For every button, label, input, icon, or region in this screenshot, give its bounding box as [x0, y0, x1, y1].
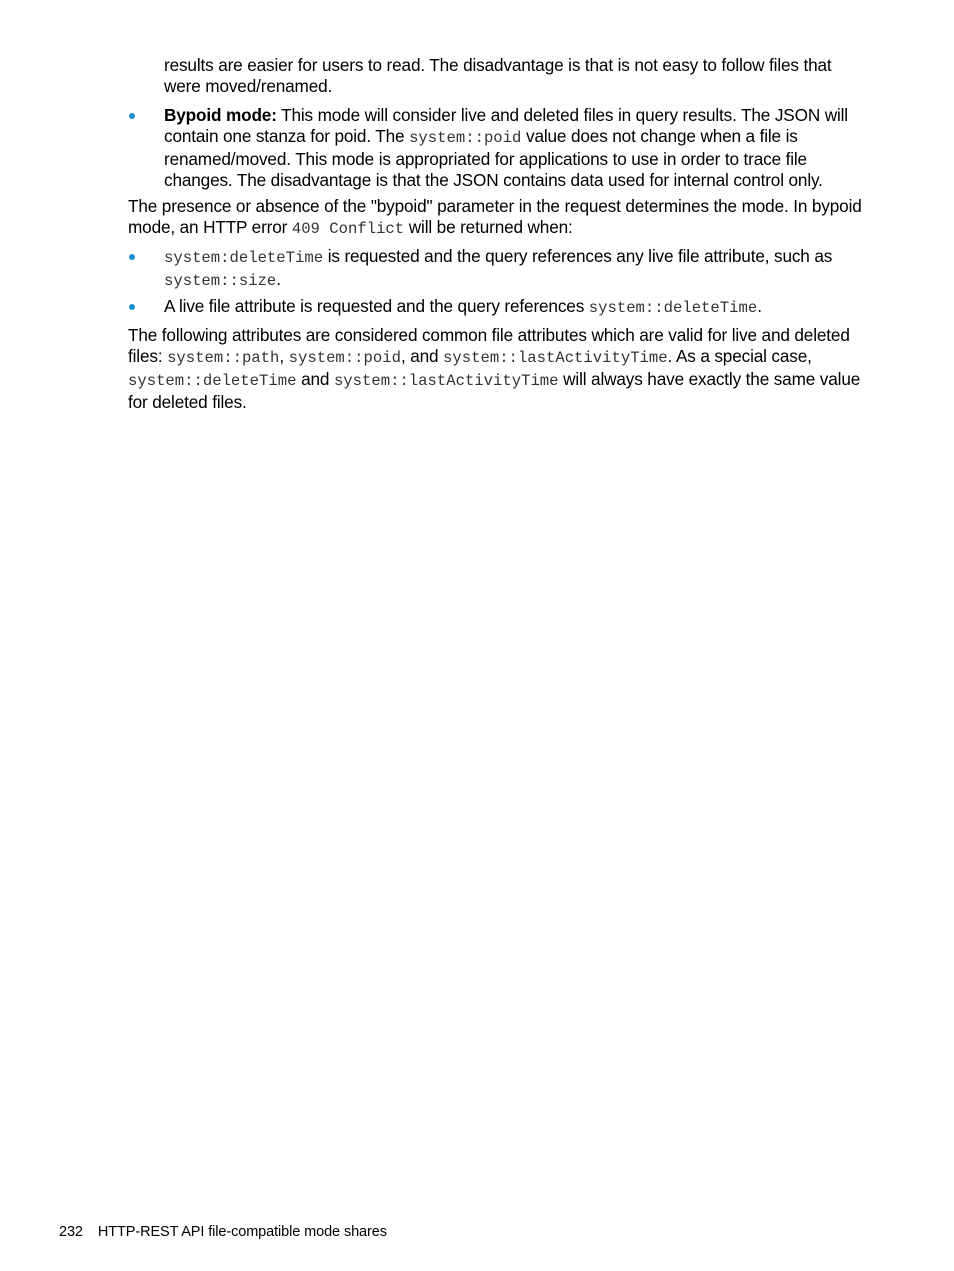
code-system-deletetime: system::deleteTime — [588, 299, 758, 317]
code-system-lastactivitytime: system::lastActivityTime — [333, 372, 559, 390]
condition-1-text-1: is requested and the query references any live file attribute, such as — [323, 246, 833, 266]
code-system-size: system::size — [164, 272, 277, 290]
bullet-condition-2 — [128, 297, 138, 318]
condition-2-text-1: A live file attribute is requested and the query references — [164, 296, 589, 316]
bypoid-text-2: value does not change when a file is renamed/moved. This mode is appropriated for applications to use in order to trace file changes. The disadvantage is that the JSON contains data used for internal control only. — [164, 126, 823, 190]
bullet-condition-1 — [128, 247, 138, 268]
bullet-dot-icon — [129, 304, 135, 310]
code-system-path: system::path — [167, 349, 280, 367]
common-attributes-paragraph — [128, 325, 870, 413]
code-system-deletetime: system::deleteTime — [128, 372, 297, 390]
continuation-paragraph — [164, 55, 870, 97]
presence-paragraph — [128, 196, 870, 240]
code-system-poid: system::poid — [409, 129, 522, 147]
common-text-6: will always have exactly the same value for deleted files. — [128, 369, 861, 412]
bullet-bypoid — [128, 106, 138, 127]
common-text-3: , and — [400, 346, 444, 366]
condition-2-text-2: . — [757, 296, 762, 316]
condition-item-1 — [164, 246, 870, 292]
page-footer — [59, 1222, 387, 1242]
footer-section-title: HTTP-REST API file-compatible mode shares — [97, 1224, 387, 1240]
bypoid-text-1: This mode will consider live and deleted files in query results. The JSON will contain one stanza for poid. The — [164, 105, 848, 146]
code-system-lastactivitytime: system::lastActivityTime — [443, 349, 668, 367]
common-text-1: The following attributes are considered common file attributes which are valid for live and deleted files: — [128, 325, 850, 366]
bypoid-mode-item — [164, 105, 870, 191]
page-number: 232 — [59, 1224, 83, 1240]
code-system-deletetime: system:deleteTime — [164, 249, 324, 267]
common-text-2: , — [279, 346, 289, 366]
condition-1-text-2: . — [276, 269, 281, 289]
bullet-dot-icon — [129, 254, 135, 260]
bullet-dot-icon — [129, 113, 135, 119]
code-409-conflict: 409 Conflict — [291, 220, 405, 238]
common-text-4: . As a special case, — [667, 346, 812, 366]
bypoid-mode-label: Bypoid mode: — [164, 105, 277, 125]
condition-item-2 — [164, 296, 870, 319]
common-text-5: and — [296, 369, 334, 389]
presence-text-1: The presence or absence of the "bypoid" parameter in the request determines the mode. In bypoid mode, an HTTP error — [128, 196, 862, 237]
code-system-poid: system::poid — [288, 349, 401, 367]
presence-text-2: will be returned when: — [404, 217, 573, 237]
continuation-text: results are easier for users to read. The disadvantage is that is not easy to follow files that were moved/renamed. — [164, 55, 832, 96]
